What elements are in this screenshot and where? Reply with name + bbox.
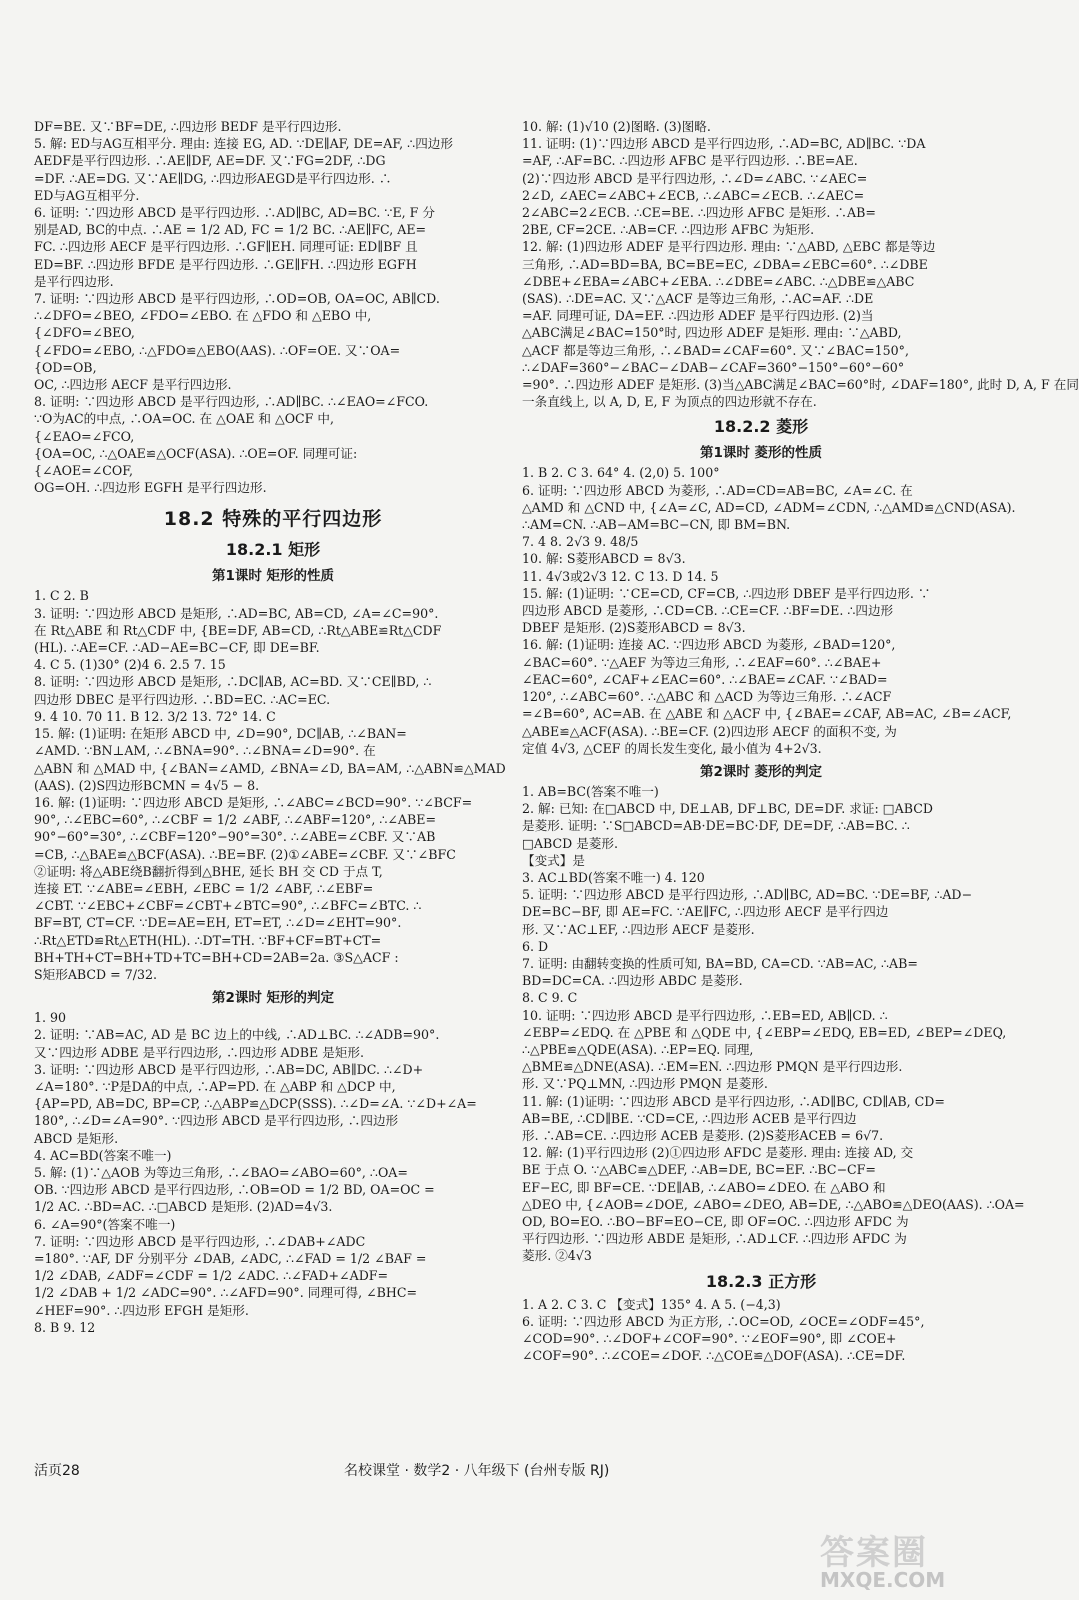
answer-line: AB=BE, ∴CD∥BE. ∵CD=CE, ∴四边形 ACEB 是平行四边 (522, 1110, 857, 1126)
answer-line: △ABN 和 △MAD 中, {∠BAN=∠AMD, ∠BNA=∠D, BA=AM, ∴△ABN≌△MAD (34, 760, 506, 776)
answer-line: 180°, ∴∠D=∠A=90°. ∵四边形 ABCD 是平行四边形, ∴四边形 (34, 1113, 399, 1129)
answer-line: ∴∠DFO=∠BEO, ∠FDO=∠EBO. 在 △FDO 和 △EBO 中, (34, 308, 372, 324)
answer-line: 7. 证明: ∵四边形 ABCD 是平行四边形, ∴OD=OB, OA=OC, AB∥CD. (34, 291, 440, 307)
answer-line: 3. AC⊥BD(答案不唯一) 4. 120 (522, 869, 705, 885)
answer-line: (AAS). (2)S四边形BCMN = 4√5 − 8. (34, 777, 260, 793)
answer-line: 四边形 ABCD 是菱形, ∴CD=CB. ∴CE=CF. ∴BF=DE. ∴四边形 (522, 603, 894, 619)
answer-line: 8. 证明: ∵四边形 ABCD 是平行四边形, ∴AD∥BC. ∴∠EAO=∠FCO. (34, 394, 429, 410)
answer-line: (SAS). ∴DE=AC. 又∵△ACF 是等边三角形, ∴AC=AF. ∴DE (522, 291, 874, 307)
answer-line: {∠DFO=∠BEO, (34, 325, 135, 341)
answer-line: =180°. ∵AF, DF 分别平分 ∠DAB, ∠ADC, ∴∠FAD = 1/2 ∠BAF = (34, 1250, 427, 1266)
answer-line: 是平行四边形. (34, 273, 114, 289)
answer-line: 3. 证明: ∵四边形 ABCD 是矩形, ∴AD=BC, AB=CD, ∠A=∠C=90°. (34, 605, 439, 621)
answer-line: 9. 4 10. 70 11. B 12. 3/2 13. 72° 14. C (34, 708, 276, 724)
answer-line: 1. 90 (34, 1010, 67, 1026)
answer-line: 1/2 ∠DAB, ∠ADF=∠CDF = 1/2 ∠ADC. ∴∠FAD+∠ADF= (34, 1268, 389, 1284)
answer-line: 一条直线上, 以 A, D, E, F 为顶点的四边形就不存在. (522, 394, 817, 410)
answer-line: ∠BAC=60°. ∵△AEF 为等边三角形, ∴∠EAF=60°. ∴∠BAE+ (522, 654, 882, 670)
answer-line: 形. 又∵AC⊥EF, ∴四边形 AECF 是菱形. (522, 921, 755, 937)
answer-line: BF=BT, CT=CF. ∵DE=AE=EH, ET=ET, ∴∠D=∠EHT=90°. (34, 915, 402, 931)
answer-line: △ABC满足∠BAC=150°时, 四边形 ADEF 是矩形. 理由: ∵△ABD, (522, 325, 902, 341)
answer-line: 1. B 2. C 3. 64° 4. (2,0) 5. 100° (522, 465, 720, 481)
answer-line: 6. 证明: ∵四边形 ABCD 是平行四边形. ∴AD∥BC, AD=BC. ∵E, F 分 (34, 205, 435, 221)
answer-line: ∴AM=CN. ∴AB−AM=BC−CN, 即 BM=BN. (522, 517, 791, 533)
answer-line: DBEF 是矩形. (2)S菱形ABCD = 8√3. (522, 620, 746, 636)
answer-line: 形. ∴AB=CE. ∴四边形 ACEB 是菱形. (2)S菱形ACEB = 6√7. (522, 1127, 884, 1143)
answer-line: 1. AB=BC(答案不唯一) (522, 783, 659, 799)
answer-line: △ACF 都是等边三角形, ∴∠BAD=∠CAF=60°. 又∵∠BAC=150°, (522, 342, 909, 358)
watermark-logo (820, 1525, 980, 1592)
answer-line: OB. ∵四边形 ABCD 是平行四边形, ∴OB=OD = 1/2 BD, OA=OC = (34, 1182, 435, 1198)
answer-line: 10. 解: S菱形ABCD = 8√3. (522, 551, 686, 567)
answer-line: =∠B=60°, AC=AB. 在 △ABE 和 △ACF 中, {∠BAE=∠CAF, AB=AC, ∠B=∠ACF, (522, 706, 1012, 722)
answer-line: △BME≌△DNE(ASA). ∴EM=EN. ∴四边形 PMQN 是平行四边形. (522, 1059, 903, 1075)
answer-line: 四边形 DBEC 是平行四边形. ∴BD=EC. ∴AC=EC. (34, 691, 331, 707)
answer-line: {∠AOE=∠COF, (34, 463, 134, 479)
lesson-heading: 第1课时 菱形的性质 (699, 445, 823, 462)
page-number: 活页28 (34, 1463, 80, 1479)
answer-line: OG=OH. ∴四边形 EGFH 是平行四边形. (34, 480, 267, 496)
answer-line: (HL). ∴AE=CF. ∴AD−AE=BC−CF, 即 DE=BF. (34, 640, 320, 656)
answer-line: 11. 证明: (1)∵四边形 ABCD 是平行四边形, ∴AD=BC, AD∥BC. ∵DA (522, 136, 926, 152)
answer-line: ∴△PBE≌△QDE(ASA). ∴EP=EQ. 同理, (522, 1041, 754, 1057)
answer-line: {∠FDO=∠EBO, ∴△FDO≌△EBO(AAS). ∴OF=OE. 又∵OA= (34, 342, 401, 358)
answer-line: 2. 解: 已知: 在□ABCD 中, DE⊥AB, DF⊥BC, DE=DF. 求证: □ABCD (522, 801, 933, 817)
answer-line: 2BE, CF=2CE. ∴AB=CF. ∴四边形 AFBC 为矩形. (522, 222, 815, 238)
subsection-heading: 18.2.2 菱形 (713, 417, 809, 437)
answer-line: ∠COD=90°. ∴∠DOF+∠COF=90°. ∵∠EOF=90°, 即 ∠COE+ (522, 1331, 897, 1346)
answer-line: ED与AG互相平分. (34, 187, 140, 203)
lesson-heading: 第1课时 矩形的性质 (211, 568, 335, 585)
answer-line: 7. 4 8. 2√3 9. 48/5 (522, 534, 639, 550)
answer-line: 90°, ∴∠EBC=60°, ∴∠CBF = 1/2 ∠ABF, ∴∠ABF=120°, ∴∠ABE= (34, 812, 437, 828)
book-info: 名校课堂 · 数学2 · 八年级下 (台州专版 RJ) (344, 1463, 610, 1479)
answer-line: 4. AC=BD(答案不唯一) (34, 1147, 172, 1163)
answer-line: △DEO 中, {∠AOB=∠DOE, ∠ABO=∠DEO, AB=DE, ∴△ABO≌△DEO(AAS). ∴OA= (522, 1196, 1025, 1212)
answer-line: ∠A=180°. ∵P是DA的中点, ∴AP=PD. 在 △ABP 和 △DCP 中, (34, 1078, 396, 1094)
answer-line: EF−EC, 即 BF=CE. ∵DE∥AB, ∴∠ABO=∠DEO. 在 △ABO 和 (522, 1179, 886, 1195)
watermark-title: 答案圈 (820, 1533, 928, 1573)
answer-line: 5. 解: ED与AG互相平分. 理由: 连接 EG, AD. ∵DE∥AF, DE=AF, ∴四边形 (34, 136, 453, 152)
answer-line: 2∠ABC=2∠ECB. ∴CE=BE. ∴四边形 AFBC 是矩形. ∴AB= (522, 205, 876, 221)
answer-line: OC, ∴四边形 AECF 是平行四边形. (34, 377, 232, 393)
answer-line: 形. 又∵PQ⊥MN, ∴四边形 PMQN 是菱形. (522, 1076, 768, 1092)
answer-line: ABCD 是矩形. (34, 1130, 119, 1146)
section-heading: 18.2 特殊的平行四边形 (163, 508, 383, 531)
lesson-heading: 第2课时 菱形的判定 (699, 763, 823, 780)
answer-line: 6. 证明: ∵四边形 ABCD 为菱形, ∴AD=CD=AB=BC, ∠A=∠C. 在 (522, 482, 913, 498)
answer-line: =DF. ∴AE=DG. 又∵AE∥DG, ∴四边形AEGD是平行四边形. ∴ (34, 170, 392, 186)
answer-line: 6. D (522, 938, 549, 954)
answer-line: {AP=PD, AB=DC, BP=CP, ∴△ABP≌△DCP(SSS). ∴∠D=∠A. ∵∠D+∠A= (34, 1096, 477, 1112)
answer-line: {OD=OB, (34, 359, 97, 375)
subsection-heading: 18.2.1 矩形 (225, 540, 321, 560)
answer-line: 三角形, ∴AD=BD=BA, BC=BE=EC, ∠DBA=∠EBC=60°. ∴∠DBE (522, 256, 928, 272)
answer-line: 是菱形. 证明: ∵S□ABCD=AB·DE=BC·DF, DE=DF, ∴AB=BC. ∴ (522, 818, 910, 834)
answer-line: ∴∠DAF=360°−∠BAC−∠DAB−∠CAF=360°−150°−60°−60° (522, 359, 905, 375)
answer-line: 11. 4√3或2√3 12. C 13. D 14. 5 (522, 568, 719, 584)
answer-line: 16. 解: (1)证明: ∵四边形 ABCD 是矩形, ∴∠ABC=∠BCD=90°. ∵∠BCF= (34, 794, 473, 810)
answer-line: 90°−60°=30°, ∴∠CBF=120°−90°=30°. ∴∠ABE=∠CBF. 又∵AB (34, 829, 436, 845)
answer-line: 6. ∠A=90°(答案不唯一) (34, 1216, 176, 1232)
answer-line: ∠CBT. ∵∠EBC+∠CBF=∠CBT+∠BTC=90°, ∴∠BFC=∠BTC. ∴ (34, 898, 422, 914)
answer-line: 10. 证明: ∵四边形 ABCD 是平行四边形, ∴EB=ED, AB∥CD. ∴ (522, 1007, 888, 1023)
watermark-url: MXQE.COM (820, 1568, 946, 1592)
answer-line: □ABCD 是菱形. (522, 835, 619, 851)
answer-line: 平行四边形. ∵四边形 ABDE 是矩形, ∴AD⊥CF. ∴四边形 AFDC 为 (522, 1231, 907, 1247)
answer-line: 连接 ET. ∵∠ABE=∠EBH, ∠EBC = 1/2 ∠ABF, ∴∠EBF= (34, 880, 374, 896)
answer-line: 120°, ∴∠ABC=60°. ∴△ABC 和 △ACD 为等边三角形. ∴∠ACF (522, 689, 892, 705)
answer-line: =CB, ∴△BAE≌△BCF(ASA). ∴BE=BF. (2)①∠ABE=∠CBF. 又∵∠BFC (34, 846, 456, 862)
answer-line: 在 Rt△ABE 和 Rt△CDF 中, {BE=DF, AB=CD, ∴Rt△ABE≌Rt△CDF (34, 622, 442, 638)
answer-line: 又∵四边形 ADBE 是平行四边形, ∴四边形 ADBE 是矩形. (34, 1044, 364, 1060)
answer-line: 8. C 9. C (522, 990, 578, 1006)
answer-line: 菱形. ②4√3 (522, 1248, 592, 1264)
answer-line: =90°. ∴四边形 ADEF 是矩形. (3)当△ABC满足∠BAC=60°时, ∠DAF=180°, 此时 D, A, F 在同 (522, 377, 1079, 393)
answer-line: 8. B 9. 12 (34, 1319, 96, 1335)
answer-line: △AMD 和 △CND 中, {∠A=∠C, AD=CD, ∠ADM=∠CDN, ∴△AMD≌△CND(ASA). (522, 499, 1016, 515)
answer-line: ②证明: 将△ABE绕B翻折得到△BHE, 延长 BH 交 CD 于点 T, (34, 863, 383, 879)
answer-line: 7. 证明: 由翻转变换的性质可知, BA=BD, CA=CD. ∵AB=AC, ∴AB= (522, 955, 918, 971)
answer-line: ED=BF. ∴四边形 BFDE 是平行四边形. ∴GE∥FH. ∴四边形 EGFH (34, 256, 417, 272)
answer-line: {∠EAO=∠FCO, (34, 428, 135, 444)
answer-line: ∠DBE+∠EBA=∠ABC+∠EBA. ∴∠DBE=∠ABC. ∴△DBE≌△ABC (522, 273, 915, 289)
answer-line: 1/2 AC. ∴BD=AC. ∴□ABCD 是矩形. (2)AD=4√3. (34, 1199, 333, 1215)
answer-line: 5. 证明: ∵四边形 ABCD 是平行四边形, ∴AD∥BC, AD=BC. ∵DE=BF, ∴AD− (522, 887, 973, 903)
answer-line: 8. 证明: ∵四边形 ABCD 是矩形, ∴DC∥AB, AC=BD. 又∵CE∥BD, ∴ (34, 674, 432, 690)
answer-line: BE 于点 O. ∵△ABC≌△DEF, ∴AB=DE, BC=EF. ∴BC−CF= (522, 1162, 876, 1178)
left-column (34, 118, 512, 1458)
answer-line: 5. 解: (1)∵△AOB 为等边三角形, ∴∠BAO=∠ABO=60°, ∴OA= (34, 1164, 408, 1180)
answer-line: BD=DC=CA. ∴四边形 ABDC 是菱形. (522, 973, 743, 989)
answer-line: ∠EAC=60°, ∠CAF+∠EAC=60°. ∴∠BAE=∠CAF. ∵∠BAD= (522, 671, 888, 687)
answer-line: DE=BC−BF, 即 AE=FC. ∵AE∥FC, ∴四边形 AECF 是平行四边 (522, 904, 889, 920)
answer-line: AEDF是平行四边形. ∴AE∥DF, AE=DF. 又∵FG=2DF, ∴DG (34, 153, 386, 169)
answer-line: =AF. 同理可证, DA=EF. ∴四边形 ADEF 是平行四边形. (2)当 (522, 308, 874, 324)
answer-line: 别是AD, BC的中点. ∴AE = 1/2 AD, FC = 1/2 BC. ∴AE∥FC, AE= (34, 222, 427, 238)
answer-line: OD, BO=EO. ∴BO−BF=EO−CE, 即 OF=OC. ∴四边形 AFDC 为 (522, 1213, 909, 1229)
answer-line: ∵O为AC的中点, ∴OA=OC. 在 △OAE 和 △OCF 中, (34, 411, 335, 427)
answer-line: 【变式】是 (522, 852, 585, 868)
answer-line: 15. 解: (1)证明: 在矩形 ABCD 中, ∠D=90°, DC∥AB, ∴∠BAN= (34, 726, 407, 742)
answer-line: 2∠D, ∠AEC=∠ABC+∠ECB, ∴∠ABC=∠ECB. ∴∠AEC= (522, 187, 865, 203)
answer-line: 1/2 ∠DAB + 1/2 ∠ADC=90°. ∴∠AFD=90°. 同理可得, ∠BHC= (34, 1285, 418, 1301)
answer-line: 定值 4√3, △CEF 的周长发生变化, 最小值为 4+2√3. (522, 740, 822, 756)
answer-line: ∠COF=90°. ∴∠COE=∠DOF. ∴△COE≌△DOF(ASA). ∴CE=DF. (522, 1348, 906, 1364)
answer-line: △ABE≌△ACF(ASA). ∴BE=CF. (2)四边形 AECF 的面积不变, 为 (522, 723, 897, 739)
answer-line: 10. 解: (1)√10 (2)图略. (3)图略. (522, 119, 711, 134)
lesson-heading: 第2课时 矩形的判定 (211, 990, 335, 1007)
answer-line: FC. ∴四边形 AECF 是平行四边形. ∴GF∥EH. 同理可证: ED∥BF 且 (34, 239, 418, 255)
subsection-heading: 18.2.3 正方形 (705, 1271, 817, 1291)
answer-line: 11. 解: (1)证明: ∵四边形 ABCD 是平行四边形, ∴AD∥BC, CD∥AB, CD= (522, 1093, 945, 1109)
answer-line: 3. 证明: ∵四边形 ABCD 是平行四边形, ∴AB=DC, AB∥DC. ∴∠D+ (34, 1061, 424, 1077)
answer-line: 4. C 5. (1)30° (2)4 6. 2.5 7. 15 (34, 657, 226, 673)
answer-line: 15. 解: (1)证明: ∵CE=CD, CF=CB, ∴四边形 DBEF 是平行四边形. ∵ (522, 585, 931, 601)
answer-line: ∠EBP=∠EDQ. 在 △PBE 和 △QDE 中, {∠EBP=∠EDQ, EB=ED, ∠BEP=∠DEQ, (522, 1024, 1007, 1040)
answer-line: 2. 证明: ∵AB=AC, AD 是 BC 边上的中线, ∴AD⊥BC. ∴∠ADB=90°. (34, 1027, 440, 1043)
answer-line: 12. 解: (1)平行四边形 (2)①四边形 AFDC 是菱形. 理由: 连接 AD, 交 (522, 1145, 914, 1161)
answer-line: 6. 证明: ∵四边形 ABCD 为正方形, ∴OC=OD, ∠OCE=∠ODF=45°, (522, 1313, 925, 1329)
answer-line: 1. A 2. C 3. C 【变式】135° 4. A 5. (−4,3) (522, 1296, 781, 1312)
answer-line: {OA=OC, ∴△OAE≌△OCF(ASA). ∴OE=OF. 同理可证: (34, 445, 358, 461)
right-column (522, 118, 1079, 1458)
answer-line: S矩形ABCD = 7/32. (34, 966, 157, 982)
answer-line: (2)∵四边形 ABCD 是平行四边形, ∴∠D=∠ABC. ∵∠AEC= (522, 170, 868, 186)
answer-line: 7. 证明: ∵四边形 ABCD 是平行四边形, ∴∠DAB+∠ADC (34, 1233, 366, 1249)
answer-line: =AF, ∴AF=BC. ∴四边形 AFBC 是平行四边形. ∴BE=AE. (522, 153, 858, 169)
answer-line: BH+TH+CT=BH+TD+TC=BH+CD=2AB=2a. ③S△ACF : (34, 949, 399, 965)
answer-line: 1. C 2. B (34, 588, 89, 604)
answer-line: DF=BE. 又∵BF=DE, ∴四边形 BEDF 是平行四边形. (34, 119, 342, 134)
answer-line: ∴Rt△ETD≌Rt△ETH(HL). ∴DT=TH. ∵BF+CF=BT+CT= (34, 932, 382, 948)
answer-line: ∠AMD. ∵BN⊥AM, ∴∠BNA=90°. ∴∠BNA=∠D=90°. 在 (34, 743, 376, 759)
answer-line: 16. 解: (1)证明: 连接 AC. ∵四边形 ABCD 为菱形, ∠BAD=120°, (522, 637, 896, 653)
answer-line: ∠HEF=90°. ∴四边形 EFGH 是矩形. (34, 1302, 249, 1318)
answer-line: 12. 解: (1)四边形 ADEF 是平行四边形. 理由: ∵△ABD, △EBC 都是等边 (522, 239, 936, 255)
